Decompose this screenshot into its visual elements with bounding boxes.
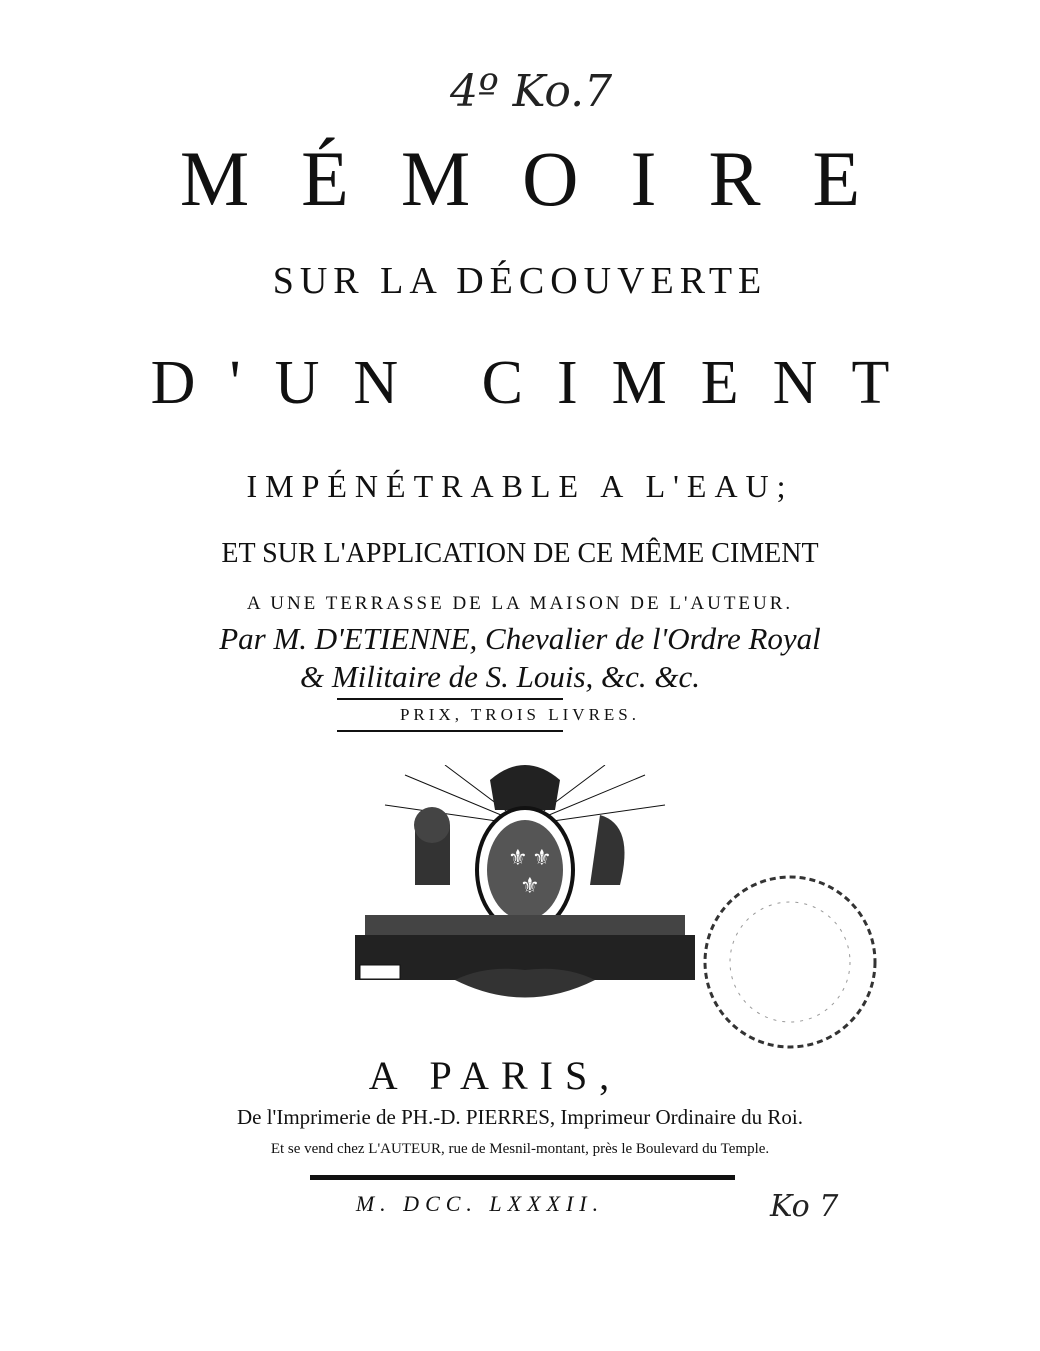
seller: Et se vend chez L'AUTEUR, rue de Mesnil-montant, près le Boulevard du Temple. — [270, 1141, 770, 1157]
library-stamp — [695, 870, 885, 1055]
place: A PARIS, — [368, 1053, 622, 1098]
engraver-plaque — [360, 965, 400, 979]
handwritten-shelfmark: 4º Ko.7 — [450, 66, 613, 117]
price-rule-bottom — [337, 730, 563, 732]
price-rule-top — [337, 698, 563, 700]
printer: De l'Imprimerie de PH.-D. PIERRES, Imprimeur Ordinaire du Roi. — [236, 1105, 803, 1129]
author-line-2: & Militaire de S. Louis, &c. &c. — [299, 659, 701, 694]
title: MÉMOIRE — [179, 135, 913, 222]
date: M. DCC. LXXXII. — [355, 1191, 605, 1216]
fleur-de-lis-icon: ⚜ — [508, 845, 528, 870]
globe — [414, 807, 450, 843]
lyre — [590, 815, 625, 885]
fleur-de-lis-icon: ⚜ — [532, 845, 552, 870]
subtitle-2: D'UN CIMENT — [150, 349, 924, 417]
subtitle-1: SUR LA DÉCOUVERTE — [272, 260, 768, 302]
base-ornament — [455, 969, 595, 998]
shield — [487, 820, 563, 920]
subtitle-4: ET SUR L'APPLICATION DE CE MÊME CIMENT — [221, 538, 819, 569]
vignette-ledge — [365, 915, 685, 935]
author-line-1: Par M. D'ETIENNE, Chevalier de l'Ordre Royal — [219, 621, 821, 656]
stamp-inner-ring — [730, 902, 850, 1022]
subtitle-3: IMPÉNÉTRABLE A L'EAU; — [246, 468, 794, 504]
handwritten-bottom-mark: Ko 7 — [770, 1189, 839, 1224]
price: PRIX, TROIS LIVRES. — [399, 705, 641, 724]
royal-arms-vignette — [345, 765, 705, 1015]
subtitle-5: A UNE TERRASSE DE LA MAISON DE L'AUTEUR. — [246, 593, 794, 614]
bottom-rule — [310, 1175, 735, 1180]
fleur-de-lis-icon: ⚜ — [520, 873, 540, 898]
crown-icon — [490, 765, 560, 810]
